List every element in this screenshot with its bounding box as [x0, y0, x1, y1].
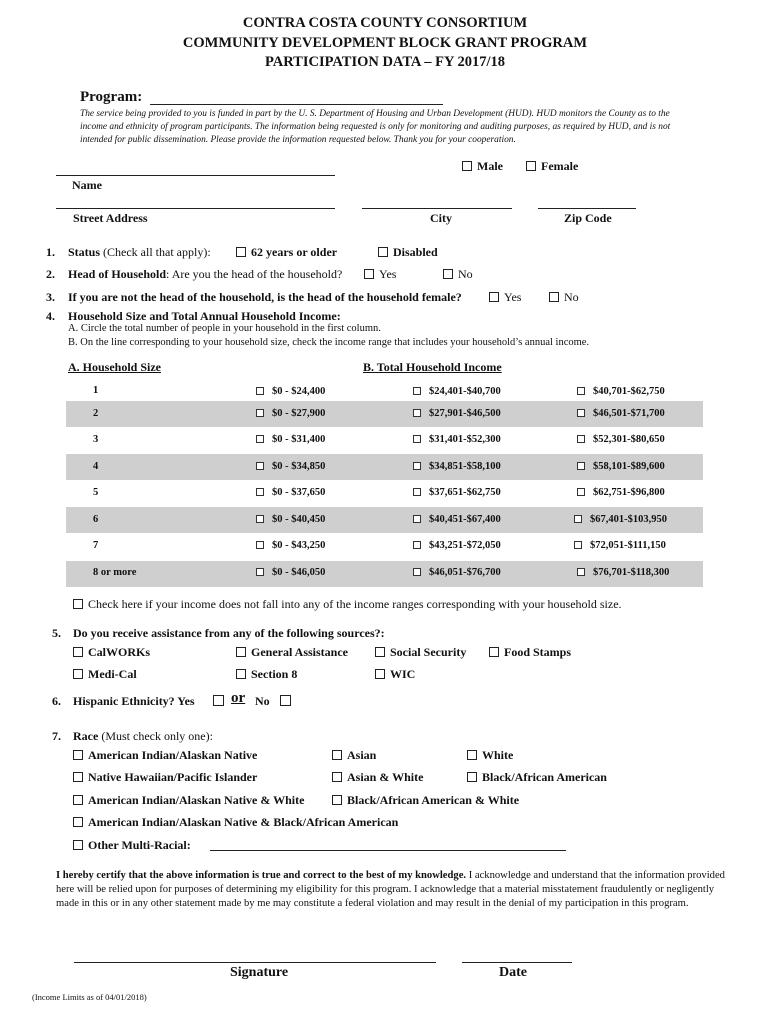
q4-question: Household Size and Total Annual Household Income: [68, 309, 341, 323]
checkbox[interactable] [375, 669, 385, 679]
q6-no-checkbox[interactable] [280, 692, 296, 710]
checkbox[interactable] [73, 772, 83, 782]
income-option[interactable]: $0 - $40,450 [256, 514, 325, 525]
income-option[interactable]: $40,701-$62,750 [577, 386, 665, 397]
checkbox[interactable] [256, 462, 264, 470]
q6-question: Hispanic Ethnicity? Yes [73, 694, 195, 708]
q7-option[interactable]: Native Hawaiian/Pacific Islander [73, 770, 257, 785]
q5-number: 5. [52, 626, 61, 640]
header-line-2: COMMUNITY DEVELOPMENT BLOCK GRANT PROGRAM [182, 35, 588, 51]
q4-number: 4. [46, 309, 55, 323]
street-label: Street Address [73, 211, 148, 225]
q1-number: 1. [46, 245, 55, 259]
income-none-option[interactable]: Check here if your income does not fall into any of the income ranges corresponding with your household size. [73, 597, 622, 612]
checkbox[interactable] [332, 772, 342, 782]
household-size[interactable]: 5 [93, 487, 99, 498]
col-household-income: B. Total Household Income [363, 360, 502, 374]
checkbox[interactable] [413, 541, 421, 549]
q5-option-medi-cal[interactable]: Medi-Cal [73, 667, 137, 682]
male-option[interactable]: Male [462, 159, 503, 174]
program-label: Program: [80, 89, 143, 105]
q1-question: Status (Check all that apply): [68, 245, 211, 259]
zip-input-line[interactable] [538, 208, 636, 209]
program-notice: The service being provided to you is funded in part by the U. S. Department of Housing and Urban Development (HUD). HUD monitors the County as to the income and ethnicity of program participants. The information being requested is only for monitoring and auditing purposes, as required by HUD, and is not intended for public dissemination. Please provide the information requested below. Thank you for your cooperation. [80, 109, 671, 145]
income-option[interactable]: $24,401-$40,700 [413, 386, 501, 397]
checkbox[interactable] [73, 817, 83, 827]
city-input-line[interactable] [362, 208, 512, 209]
q5-question: Do you receive assistance from any of the following sources?: [73, 626, 385, 640]
q3-number: 3. [46, 290, 55, 304]
income-option[interactable]: $62,751-$96,800 [577, 487, 665, 498]
q6-or: or [231, 690, 246, 706]
checkbox[interactable] [413, 462, 421, 470]
household-size[interactable]: 3 [93, 434, 99, 445]
footer-note: (Income Limits as of 04/01/2018) [32, 992, 147, 1002]
q2-yes[interactable]: Yes [364, 267, 396, 282]
income-option[interactable]: $37,651-$62,750 [413, 487, 501, 498]
checkbox[interactable] [413, 387, 421, 395]
income-option[interactable]: $46,501-$71,700 [577, 408, 665, 419]
checkbox[interactable] [364, 269, 374, 279]
q7-option[interactable]: American Indian/Alaskan Native & Black/African American [73, 815, 398, 830]
q2-number: 2. [46, 267, 55, 281]
city-label: City [430, 211, 452, 225]
checkbox[interactable] [236, 247, 246, 257]
q7-option[interactable]: Asian & White [332, 770, 423, 785]
name-label: Name [72, 178, 102, 192]
checkbox[interactable] [332, 750, 342, 760]
date-input-line[interactable] [462, 962, 572, 963]
zip-label: Zip Code [564, 211, 612, 225]
checkbox[interactable] [375, 647, 385, 657]
signature-input-line[interactable] [74, 962, 436, 963]
checkbox[interactable] [577, 387, 585, 395]
household-size[interactable]: 1 [93, 385, 99, 396]
header-line-3: PARTICIPATION DATA – FY 2017/18 [264, 54, 506, 70]
income-option[interactable]: $43,251-$72,050 [413, 540, 501, 551]
female-option[interactable]: Female [526, 159, 578, 174]
checkbox[interactable] [256, 515, 264, 523]
q1-option-disabled[interactable]: Disabled [378, 245, 438, 260]
q5-option-general-assistance[interactable]: General Assistance [236, 645, 348, 660]
checkbox[interactable] [256, 409, 264, 417]
q4-instruction-b: B. On the line corresponding to your household size, check the income range that includes your household’s annual income. [68, 337, 590, 348]
q2-no[interactable]: No [443, 267, 473, 282]
male-checkbox[interactable] [462, 161, 472, 171]
name-input-line[interactable] [56, 175, 335, 176]
checkbox[interactable] [413, 568, 421, 576]
q7-option[interactable]: Black/African American [467, 770, 607, 785]
income-option[interactable]: $0 - $46,050 [256, 567, 325, 578]
checkbox[interactable] [413, 409, 421, 417]
other-multi-racial-input-line[interactable] [210, 850, 566, 851]
q2-question: Head of Household: Are you the head of the household? [68, 267, 343, 281]
checkbox[interactable] [256, 387, 264, 395]
header-line-1: CONTRA COSTA COUNTY CONSORTIUM [242, 15, 528, 31]
q7-option[interactable]: Asian [332, 748, 376, 763]
checkbox[interactable] [73, 669, 83, 679]
q6-yes-checkbox[interactable] [213, 692, 229, 710]
checkbox[interactable] [577, 409, 585, 417]
q3-question: If you are not the head of the household, is the head of the household female? [68, 290, 462, 304]
q7-question: Race (Must check only one): [73, 729, 213, 743]
checkbox[interactable] [574, 515, 582, 523]
q7-option[interactable]: Black/African American & White [332, 793, 519, 808]
checkbox[interactable] [467, 750, 477, 760]
checkbox[interactable] [378, 247, 388, 257]
income-option[interactable]: $27,901-$46,500 [413, 408, 501, 419]
income-option[interactable]: $0 - $43,250 [256, 540, 325, 551]
income-option[interactable]: $0 - $24,400 [256, 386, 325, 397]
checkbox[interactable] [256, 488, 264, 496]
checkbox[interactable] [332, 795, 342, 805]
checkbox[interactable] [413, 435, 421, 443]
income-option[interactable]: $67,401-$103,950 [574, 514, 667, 525]
checkbox[interactable] [256, 541, 264, 549]
q5-option-wic[interactable]: WIC [375, 667, 415, 682]
q6-number: 6. [52, 694, 61, 708]
income-option[interactable]: $0 - $37,650 [256, 487, 325, 498]
female-checkbox[interactable] [526, 161, 536, 171]
q1-option-62[interactable]: 62 years or older [236, 245, 337, 260]
q7-number: 7. [52, 729, 61, 743]
checkbox[interactable] [73, 750, 83, 760]
income-option[interactable]: $46,051-$76,700 [413, 567, 501, 578]
checkbox[interactable] [236, 647, 246, 657]
date-label: Date [499, 965, 527, 980]
income-option[interactable]: $40,451-$67,400 [413, 514, 501, 525]
checkbox[interactable] [73, 795, 83, 805]
q7-option[interactable]: American Indian/Alaskan Native [73, 748, 257, 763]
checkbox[interactable] [489, 647, 499, 657]
checkbox[interactable] [549, 292, 559, 302]
income-option[interactable]: $31,401-$52,300 [413, 434, 501, 445]
household-size[interactable]: 7 [93, 540, 99, 551]
income-option[interactable]: $58,101-$89,600 [577, 461, 665, 472]
program-input-line[interactable] [150, 104, 443, 105]
income-option[interactable]: $52,301-$80,650 [577, 434, 665, 445]
checkbox[interactable] [256, 435, 264, 443]
income-option[interactable]: $0 - $27,900 [256, 408, 325, 419]
q5-option-food-stamps[interactable]: Food Stamps [489, 645, 571, 660]
checkbox[interactable] [236, 669, 246, 679]
checkbox[interactable] [577, 488, 585, 496]
street-input-line[interactable] [56, 208, 335, 209]
checkbox[interactable] [413, 515, 421, 523]
q6-no: No [255, 694, 270, 708]
checkbox[interactable] [443, 269, 453, 279]
checkbox[interactable] [413, 488, 421, 496]
checkbox[interactable] [577, 568, 585, 576]
income-option[interactable]: $0 - $31,400 [256, 434, 325, 445]
q7-option[interactable]: White [467, 748, 513, 763]
q3-no[interactable]: No [549, 290, 579, 305]
checkbox[interactable] [489, 292, 499, 302]
checkbox[interactable] [73, 840, 83, 850]
checkbox[interactable] [467, 772, 477, 782]
checkbox[interactable] [577, 435, 585, 443]
q3-yes[interactable]: Yes [489, 290, 521, 305]
signature-label: Signature [230, 965, 289, 980]
checkbox[interactable] [73, 647, 83, 657]
checkbox[interactable] [574, 541, 582, 549]
q5-option-social-security[interactable]: Social Security [375, 645, 466, 660]
income-option[interactable]: $76,701-$118,300 [577, 567, 669, 578]
income-option[interactable]: $0 - $34,850 [256, 461, 325, 472]
q5-option-section-8[interactable]: Section 8 [236, 667, 297, 682]
household-size[interactable]: 6 [93, 514, 99, 525]
q4-instruction-a: A. Circle the total number of people in your household in the first column. [68, 323, 381, 334]
q7-option-other[interactable]: Other Multi-Racial: [73, 838, 191, 853]
income-option[interactable]: $72,051-$111,150 [574, 540, 666, 551]
checkbox[interactable] [256, 568, 264, 576]
household-size[interactable]: 2 [93, 408, 99, 419]
checkbox[interactable] [577, 462, 585, 470]
household-size[interactable]: 4 [93, 461, 99, 472]
q7-option[interactable]: American Indian/Alaskan Native & White [73, 793, 304, 808]
q5-option-calworks[interactable]: CalWORKs [73, 645, 150, 660]
household-size[interactable]: 8 or more [93, 567, 137, 578]
income-option[interactable]: $34,851-$58,100 [413, 461, 501, 472]
certification-text: I hereby certify that the above information is true and correct to the best of my knowledge. I acknowledge and understand that the information provided here will be relied upon for purposes of determining my eligibility for this program. I acknowledge that a material misstatement fraudulently or negligently made in this or in any other statement made by me may constitute a federal violation and may result in the denial of my participation in this program. [56, 870, 725, 909]
col-household-size: A. Household Size [68, 360, 162, 374]
checkbox[interactable] [73, 599, 83, 609]
